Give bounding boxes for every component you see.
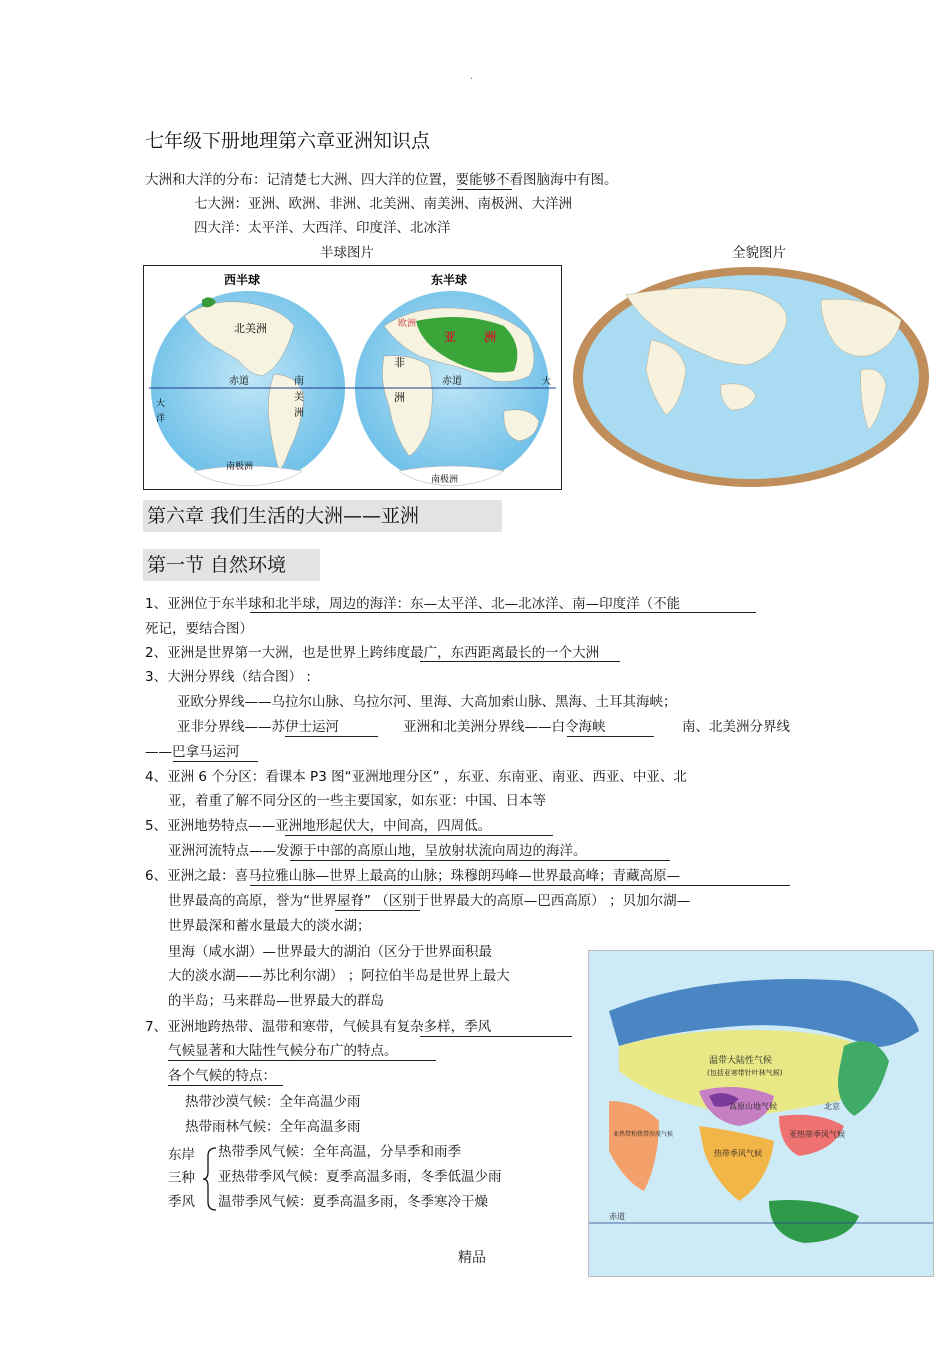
north-america-label: 北美洲 bbox=[234, 322, 267, 335]
hemisphere-figure bbox=[143, 265, 562, 490]
east-coast-label-2: 三种 bbox=[168, 1170, 195, 1186]
underline bbox=[290, 860, 670, 861]
item-3-sa-2: ——巴拿马运河 bbox=[145, 744, 240, 760]
item-1-line-a: 1、亚洲位于东半球和北半球，周边的海洋：东—太平洋、北—北冰洋、南—印度洋（不能 bbox=[145, 596, 681, 612]
item-1-line-b: 死记，要结合图） bbox=[145, 621, 253, 637]
item-5-line-a: 5、亚洲地势特点——亚洲地形起伏大，中间高，四周低。 bbox=[145, 818, 492, 834]
asia-climate-map bbox=[588, 950, 934, 1277]
item-6-line-e: 大的淡水湖——苏比利尔湖） ；阿拉伯半岛是世界上最大 bbox=[168, 968, 510, 984]
underline bbox=[173, 761, 258, 762]
world-map-figure bbox=[571, 265, 932, 489]
asia-label-1: 亚 bbox=[444, 330, 457, 344]
tropical-label: 热带季风气候 bbox=[714, 1149, 762, 1158]
underline bbox=[567, 736, 654, 737]
continents-line: 七大洲：亚洲、欧洲、非洲、北美洲、南美洲、南极洲、大洋洲 bbox=[194, 196, 572, 212]
item-6-line-d: 里海（咸水湖）—世界最大的湖泊（区分于世界面积最 bbox=[168, 944, 492, 960]
desert-label: 亚热带和热带沙漠气候 bbox=[613, 1131, 674, 1138]
item-3-sa: 南、北美洲分界线 bbox=[682, 719, 790, 735]
africa-label-1: 非 bbox=[394, 356, 405, 369]
header-dot: · bbox=[470, 74, 474, 85]
west-hemisphere-label: 西半球 bbox=[224, 273, 261, 287]
brace-icon bbox=[202, 1146, 218, 1216]
underline bbox=[168, 1085, 283, 1086]
europe-label: 欧洲 bbox=[398, 319, 417, 329]
item-5-line-b: 亚洲河流特点——发源于中部的高原山地，呈放射状流向周边的海洋。 bbox=[168, 843, 587, 859]
item-6-line-b: 世界最高的高原，誉为“世界屋脊” （区别于世界最大的高原—巴西高原） ；贝加尔湖— bbox=[168, 893, 691, 909]
chapter-title: 第六章 我们生活的大洲——亚洲 bbox=[143, 500, 502, 532]
asia-climate-svg bbox=[589, 951, 933, 1276]
map-equator-label: 赤道 bbox=[609, 1212, 625, 1221]
warm-continental-label: 温带大陆性气候 bbox=[709, 1056, 773, 1066]
beijing-label: 北京 bbox=[824, 1102, 840, 1111]
item-4-line-a: 4、亚洲 6 个分区：看课本 P3 图“亚洲地理分区” ，东亚、东南亚、南亚、西亚、中亚、北 bbox=[145, 769, 687, 785]
underline bbox=[250, 612, 756, 613]
hemisphere-svg bbox=[144, 266, 561, 489]
page-title: 七年级下册地理第六章亚洲知识点 bbox=[145, 130, 431, 152]
item-7-line-a: 7、亚洲地跨热带、温带和寒带，气候具有复杂多样，季风 bbox=[145, 1019, 492, 1035]
monsoon-temperate: 温带季风气候：夏季高温多雨，冬季寒冷干燥 bbox=[218, 1194, 488, 1210]
antarctica-east-label: 南极洲 bbox=[431, 475, 459, 485]
south-america-label-2: 美 bbox=[294, 392, 304, 403]
oceania-west-label-2: 洋 bbox=[156, 414, 166, 424]
item-2: 2、亚洲是世界第一大洲，也是世界上跨纬度最广，东西距离最长的一个大洲 bbox=[145, 645, 600, 661]
footer-label: 精品 bbox=[458, 1250, 486, 1266]
climate-desert: 热带沙漠气候：全年高温少雨 bbox=[185, 1094, 361, 1110]
monsoon-tropical: 热带季风气候：全年高温，分旱季和雨季 bbox=[218, 1144, 461, 1160]
oceania-west-label-1: 大 bbox=[156, 399, 166, 409]
item-3-afro: 亚非分界线——苏伊士运河 bbox=[177, 719, 339, 735]
subtropical-label: 亚热带季风气候 bbox=[789, 1130, 845, 1139]
monsoon-subtropical: 亚热带季风气候：夏季高温多雨，冬季低温少雨 bbox=[218, 1169, 502, 1185]
africa-label-2: 洲 bbox=[394, 391, 405, 404]
underline bbox=[420, 1036, 572, 1037]
item-3: 3、大洲分界线（结合图） : bbox=[145, 669, 311, 685]
underline bbox=[335, 910, 420, 911]
equator-west-label: 赤道 bbox=[229, 376, 249, 387]
section-title: 第一节 自然环境 bbox=[143, 549, 320, 581]
item-4-line-b: 亚，着重了解不同分区的一些主要国家，如东亚：中国、日本等 bbox=[168, 793, 546, 809]
intro-line: 大洲和大洋的分布：记清楚七大洲、四大洋的位置，要能够不看图脑海中有图。 bbox=[145, 172, 618, 188]
oceans-line: 四大洋：太平洋、大西洋、印度洋、北冰洋 bbox=[194, 220, 451, 236]
underline bbox=[250, 885, 790, 886]
underline bbox=[457, 189, 512, 190]
climate-rainforest: 热带雨林气候：全年高温多雨 bbox=[185, 1119, 361, 1135]
oceania-east-label: 大 bbox=[542, 377, 552, 387]
hemisphere-caption: 半球图片 bbox=[320, 245, 374, 261]
item-7-line-c: 各个气候的特点： bbox=[168, 1068, 276, 1084]
east-coast-label-3: 季风 bbox=[168, 1194, 195, 1210]
antarctica-west-label: 南极洲 bbox=[226, 462, 254, 472]
underline bbox=[168, 1060, 436, 1061]
east-coast-label-1: 东岸 bbox=[168, 1147, 195, 1163]
world-caption: 全貌图片 bbox=[732, 245, 786, 261]
underline bbox=[285, 835, 553, 836]
item-7-line-b: 气候显著和大陆性气候分布广的特点。 bbox=[168, 1043, 398, 1059]
south-america-label-3: 洲 bbox=[294, 408, 304, 419]
equator-east-label: 赤道 bbox=[442, 376, 462, 387]
item-6-line-c: 世界最深和蓄水量最大的淡水湖； bbox=[168, 918, 371, 934]
world-map-svg bbox=[571, 265, 932, 489]
east-hemisphere-label: 东半球 bbox=[431, 273, 468, 287]
plateau-label: 高原山地气候 bbox=[729, 1102, 777, 1111]
south-america-label-1: 南 bbox=[294, 376, 304, 387]
item-6-line-f: 的半岛；马来群岛—世界最大的群岛 bbox=[168, 993, 384, 1009]
item-3-na: 亚洲和北美洲分界线——白令海峡 bbox=[403, 719, 606, 735]
item-3-eurasia: 亚欧分界线——乌拉尔山脉、乌拉尔河、里海、大高加索山脉、黑海、土耳其海峡； bbox=[177, 694, 677, 710]
asia-label-2: 洲 bbox=[484, 330, 497, 344]
underline bbox=[420, 661, 620, 662]
warm-continental-sub-label: (包括亚寒带针叶林气候) bbox=[707, 1069, 783, 1077]
item-6-line-a: 6、亚洲之最：喜马拉雅山脉—世界上最高的山脉；珠穆朗玛峰—世界最高峰；青藏高原— bbox=[145, 868, 681, 884]
underline bbox=[285, 736, 378, 737]
